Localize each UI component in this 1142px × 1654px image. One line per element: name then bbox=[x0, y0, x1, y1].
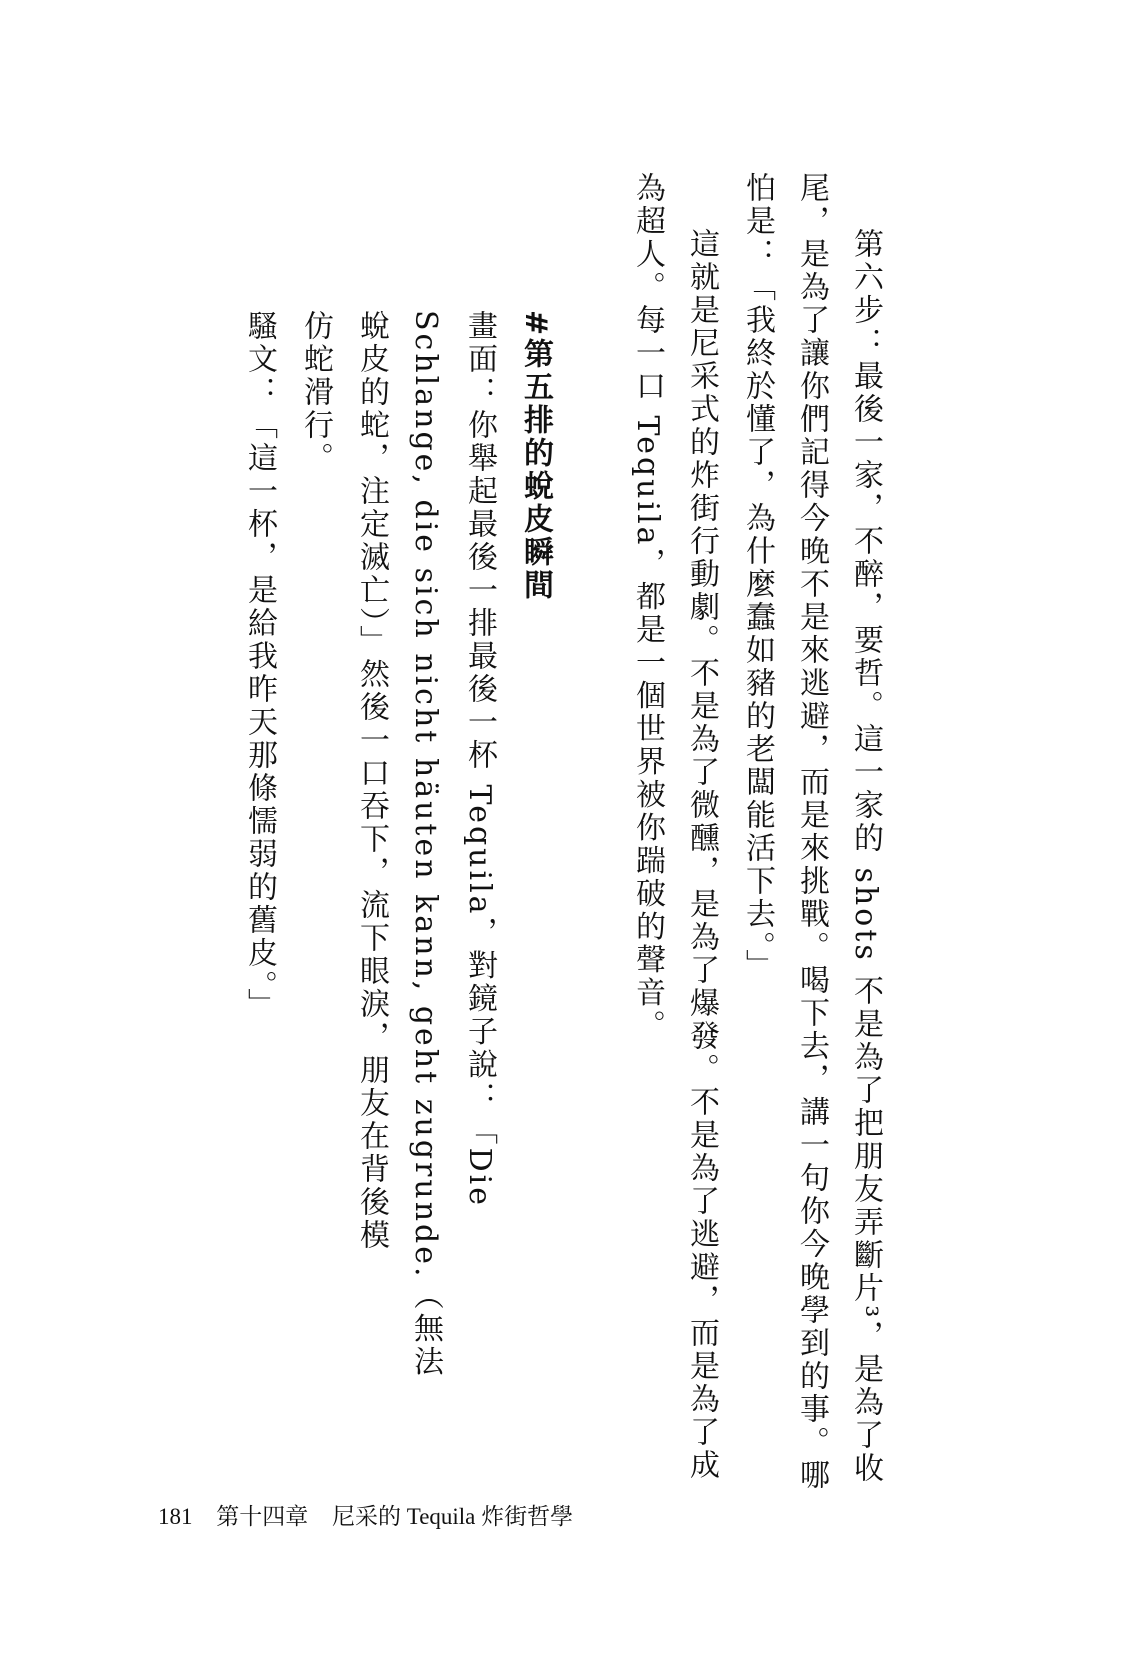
text-column: Schlange, die sich nicht häuten kann, geht zugrunde.（無法 bbox=[408, 310, 443, 1379]
chapter-title: 尼采的 Tequila 炸街哲學 bbox=[332, 1504, 574, 1529]
chapter-number: 第十四章 bbox=[216, 1504, 309, 1529]
text-column: 第六步：最後一家，不醉，要哲。這一家的 shots 不是為了把朋友弄斷片³，是為了收 bbox=[848, 228, 883, 1486]
text-column: 這就是尼采式的炸街行動劇。不是為了微醺，是為了爆發。不是為了逃避，而是為了成 bbox=[684, 228, 719, 1482]
section-heading: #第五排的蛻皮瞬間 bbox=[518, 310, 553, 603]
text-column: 騷文：「這一杯，是給我昨天那條懦弱的舊皮。」 bbox=[242, 310, 277, 1021]
text-column: 蛻皮的蛇，注定滅亡）」然後一口吞下，流下眼淚，朋友在背後模 bbox=[354, 310, 389, 1252]
text-column: 為超人。每一口 Tequila，都是一個世界被你踹破的聲音。 bbox=[630, 172, 665, 1043]
page-number: 181 bbox=[158, 1504, 193, 1529]
text-column: 尾，是為了讓你們記得今晚不是來逃避，而是來挑戰。喝下去，講一句你今晚學到的事。哪 bbox=[794, 172, 829, 1492]
text-column: 仿蛇滑行。 bbox=[298, 310, 333, 475]
page-footer bbox=[158, 1498, 591, 1531]
text-column: 畫面：你舉起最後一排最後一杯 Tequila，對鏡子說：「Die bbox=[462, 310, 497, 1208]
text-column: 怕是：「我終於懂了，為什麼蠢如豬的老闆能活下去。」 bbox=[740, 172, 775, 982]
